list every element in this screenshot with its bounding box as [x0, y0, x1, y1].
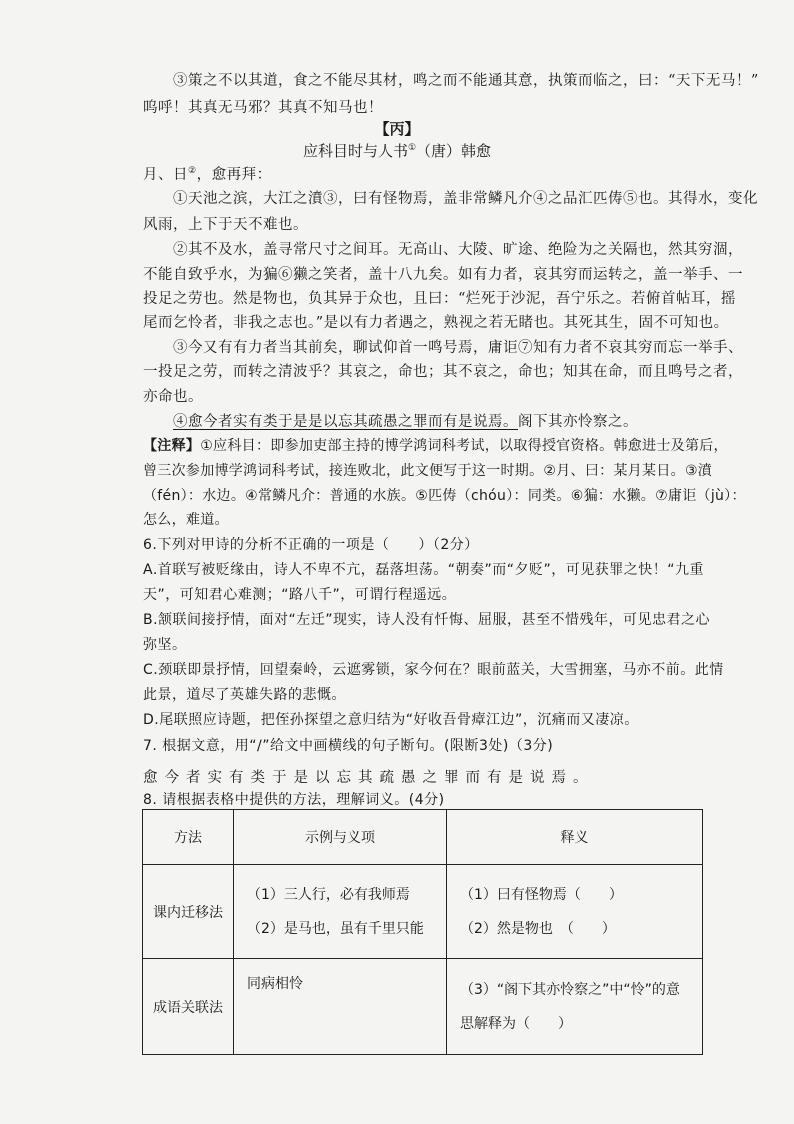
row2-examples — [234, 959, 447, 1055]
c-p2-line4: 尾而乞怜者，非我之志也。”是以有力者遇之，熟视之若无睹也。其死其生，固不可知也。 — [143, 315, 729, 331]
notes-line2: 曾三次参加博学鸿词科考试，接连败北，此文便写于这一时期。②月、曰：某月某日。③濆 — [143, 463, 713, 479]
poem-a-p3-line2: 呜呼！其真无马邪？其真不知马也！ — [143, 100, 383, 116]
row2-method: 成语关联法 — [143, 959, 234, 1055]
q6-stem: 6.下列对甲诗的分析不正确的一项是（ ）（2分） — [143, 537, 479, 553]
c-p3-line1: ③今又有有力者当其前矣，聊试仰首一鸣号焉，庸讵⑦知有力者不哀其穷而忘一举手、 — [173, 340, 743, 356]
row1-example-1: （1）三人行，必有我师焉 — [247, 886, 410, 903]
notes-text-1: ①应科目：即参加吏部主持的博学鸿词科考试，以取得授官资格。韩愈进士及第后， — [200, 438, 728, 454]
title-author: （唐）韩愈 — [416, 142, 492, 160]
c-p1-line2: 风雨，上下于天不难也。 — [143, 217, 308, 233]
notes-line4: 怎么，难道。 — [143, 512, 229, 528]
row2-definition-1[interactable]: （3）“阁下其亦怜察之”中“怜”的意 — [460, 981, 680, 998]
q6-option-a-line1: A.首联写被贬缘由，诗人不卑不亢，磊落坦荡。“朝奏”而“夕贬”，可见获罪之快！“九重 — [143, 562, 705, 578]
c-p2-line3: 投足之劳也。然是物也，负其异于众也，且曰：“烂死于沙泥，吾宁乐之。若俯首帖耳，摇 — [143, 291, 736, 307]
row2-definition-2[interactable]: 思解释为（ ） — [460, 1015, 572, 1032]
c-p4 — [173, 410, 733, 431]
underlined-sentence: ④愈今者实有类于是是以忘其疏愚之罪而有是说焉。 — [173, 414, 518, 430]
q8-stem: 8. 请根据表格中提供的方法，理解词义。(4分) — [143, 792, 445, 808]
c-p2-line1: ②其不及水，盖寻常尺寸之间耳。无高山、大陵、旷途、绝险为之关隔也，然其穷涸， — [173, 242, 743, 258]
q6-option-c-line2: 此景，道尽了英雄失路的悲慨。 — [143, 687, 346, 703]
q7-stem: 7. 根据文意，用“/”给文中画横线的句子断句。(限断3处)（3分) — [143, 738, 554, 754]
table-header-row — [143, 810, 703, 865]
poem-a-p3-line1: ③策之不以其道，食之不能尽其材，鸣之而不能通其意，执策而临之，曰：“天下无马！” — [173, 73, 759, 89]
title-main: 应科目时与人书 — [302, 142, 408, 160]
q6-option-a-line2: 天”，可知君心难测；“路八千”，可谓行程遥远。 — [143, 587, 457, 603]
q8-table — [142, 809, 703, 1055]
q7-sentence: 愈今者实有类于是以忘其疏愚之罪而有是说焉。 — [143, 770, 595, 786]
c-p3-line2: 一投足之劳，而转之清波乎？其哀之，命也；其不哀之，命也；知其在命，而且鸣号之者， — [143, 364, 743, 380]
section-label: 【丙】 — [374, 120, 420, 138]
notes-label: 【注释】 — [143, 438, 201, 454]
row1-example-2: （2）是马也，虽有千里只能 — [247, 920, 424, 937]
header-definition: 释义 — [447, 810, 703, 865]
table-row — [143, 959, 703, 1055]
header-example: 示例与义项 — [234, 810, 447, 865]
notes-line3: （fén）：水边。④常鳞凡介：普通的水族。⑤匹俦（chóu）：同类。⑥猵：水獭。⑦庸讵（jù）： — [143, 488, 746, 504]
q6-option-b-line2: 弥坚。 — [143, 637, 187, 653]
salutation-date: 月、日 — [143, 167, 188, 183]
row2-example-1: 同病相怜 — [247, 976, 303, 992]
c-p2-line2: 不能自致乎水，为猵⑥獭之笑者，盖十八九矣。如有力者，哀其穷而运转之，盖一举手、一 — [143, 267, 743, 283]
table-row — [143, 865, 703, 959]
q6-option-c-line1: C.颈联即景抒情，回望秦岭，云遮雾锁，家今何在？眼前蓝关，大雪拥塞，马亦不前。此情 — [143, 662, 724, 678]
salutation — [143, 163, 703, 184]
c-p1-line1: ①天池之滨，大江之濆③，曰有怪物焉，盖非常鳞凡介④之品汇匹俦⑤也。其得水，变化 — [173, 191, 758, 207]
row1-method: 课内迁移法 — [143, 865, 234, 959]
title-note-mark: ① — [407, 143, 417, 153]
row1-definitions — [447, 865, 703, 959]
row1-examples — [234, 865, 447, 959]
section-title — [0, 140, 794, 161]
q6-option-b-line1: B.颔联间接抒情，面对“左迁”现实，诗人没有忏悔、屈服，甚至不惜残年，可见忠君之心 — [143, 612, 711, 628]
row1-definition-2[interactable]: （2）然是物也 （ ） — [460, 920, 616, 937]
c-p3-line3: 亦命也。 — [143, 389, 203, 405]
salutation-text: ，愈再拜： — [196, 167, 272, 183]
notes-line1 — [143, 435, 728, 455]
row1-definition-1[interactable]: （1）曰有怪物焉（ ） — [460, 886, 623, 903]
salutation-note-mark: ② — [188, 166, 197, 177]
header-method: 方法 — [143, 810, 234, 865]
q6-option-d: D.尾联照应诗题，把侄孙探望之意归结为“好收吾骨瘴江边”，沉痛而又凄凉。 — [143, 712, 639, 728]
row2-definitions — [447, 959, 703, 1055]
c-p4-rest: 阁下其亦怜察之。 — [518, 414, 638, 430]
